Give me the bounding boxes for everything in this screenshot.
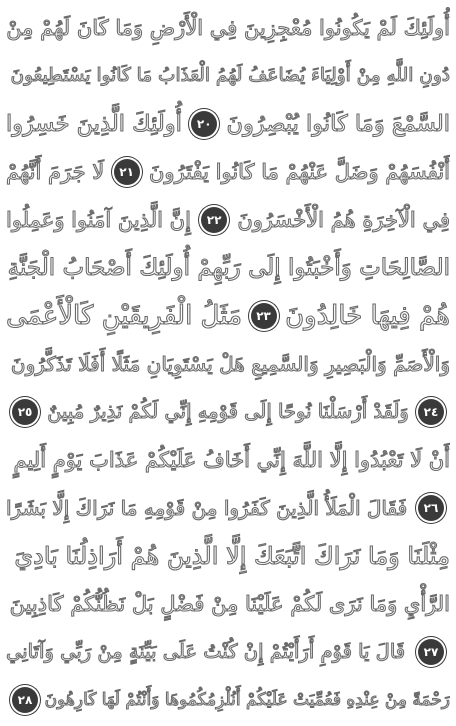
text-line bbox=[6, 388, 450, 436]
text-line bbox=[6, 52, 450, 100]
ayah-number-marker: ٢٠ bbox=[191, 111, 217, 137]
text-line bbox=[6, 4, 450, 52]
text-line bbox=[6, 484, 450, 532]
verse-text: أُولَئِكَ لَمْ يَكُونُوا مُعْجِزِينَ فِي الْأَرْضِ وَمَا كَانَ لَهُمْ مِنْ bbox=[6, 16, 450, 40]
verse-text: لَا جَرَمَ أَنَّهُمْ bbox=[6, 160, 105, 184]
verse-text: مَثَلُ الْفَرِيقَيْنِ كَالْأَعْمَى bbox=[6, 301, 243, 331]
verse-text: دُونِ اللَّهِ مِنْ أَوْلِيَاءَ يُضَاعَفُ لَهُمُ الْعَذَابُ مَا كَانُوا يَسْتَطِيعُونَ bbox=[10, 65, 450, 86]
verse-text: الصَّالِحَاتِ وَأَخْبَتُوا إِلَى رَبِّهِمْ أُولَئِكَ أَصْحَابُ الْجَنَّةِ bbox=[7, 255, 450, 281]
verse-text: فِي الْآخِرَةِ هُمُ الْأَخْسَرُونَ bbox=[237, 208, 450, 232]
verse-text: وَلَقَدْ أَرْسَلْنَا نُوحًا إِلَى قَوْمِهِ إِنِّي لَكُمْ نَذِيرٌ مُبِينٌ bbox=[47, 400, 409, 423]
text-line bbox=[6, 676, 450, 724]
verse-text: أَنْ لَا تَعْبُدُوا إِلَّا اللَّهَ إِنِّي أَخَافُ عَلَيْكُمْ عَذَابَ يَوْمٍ أَلِيمٍ bbox=[13, 448, 450, 472]
ayah-number-marker: ٢٦ bbox=[418, 495, 444, 521]
verse-text: قَالَ يَا قَوْمِ أَرَأَيْتُمْ إِنْ كُنْتُ عَلَى بَيِّنَةٍ مِنْ رَبِّي وَآتَانِي bbox=[6, 640, 406, 663]
text-line bbox=[6, 100, 450, 148]
text-line bbox=[6, 436, 450, 484]
verse-text: فَقَالَ الْمَلَأُ الَّذِينَ كَفَرُوا مِنْ قَوْمِهِ مَا نَرَاكَ إِلَّا بَشَرًا bbox=[6, 496, 408, 520]
text-line bbox=[6, 628, 450, 676]
verse-text: إِنَّ الَّذِينَ آمَنُوا وَعَمِلُوا bbox=[6, 208, 191, 232]
ayah-number-marker: ٢٧ bbox=[418, 639, 444, 665]
verse-text: وَالْأَصَمِّ وَالْبَصِيرِ وَالسَّمِيعِ هَلْ يَسْتَوِيَانِ مَثَلًا أَفَلَا تَذَكَّرُونَ bbox=[10, 352, 450, 376]
verse-text: هُمْ فِيهَا خَالِدُونَ bbox=[285, 301, 450, 331]
verse-text: السَّمْعَ وَمَا كَانُوا يُبْصِرُونَ bbox=[226, 111, 450, 137]
verse-text: أَنْفُسَهُمْ وَضَلَّ عَنْهُمْ مَا كَانُوا يَفْتَرُونَ bbox=[149, 160, 450, 184]
ayah-number-marker: ٢٢ bbox=[201, 207, 227, 233]
text-line bbox=[6, 196, 450, 244]
ayah-number-marker: ٢٥ bbox=[12, 399, 38, 425]
verse-text: أُولَئِكَ الَّذِينَ خَسِرُوا bbox=[6, 111, 182, 137]
verse-text: رَحْمَةً مِنْ عِنْدِهِ فَعُمِّيَتْ عَلَيْكُمْ أَنُلْزِمُكُمُوهَا وَأَنْتُمْ لَهَا كَارِهُونَ bbox=[44, 690, 450, 710]
text-line bbox=[6, 340, 450, 388]
text-line bbox=[6, 580, 450, 628]
text-line bbox=[6, 532, 450, 580]
text-line bbox=[6, 148, 450, 196]
ayah-number-marker: ٢٨ bbox=[12, 687, 38, 713]
ayah-number-marker: ٢٤ bbox=[418, 399, 444, 425]
text-line bbox=[6, 244, 450, 292]
ayah-number-marker: ٢١ bbox=[114, 159, 140, 185]
verse-text: مِثْلَنَا وَمَا نَرَاكَ اتَّبَعَكَ إِلَّا الَّذِينَ هُمْ أَرَاذِلُنَا بَادِيَ bbox=[14, 542, 450, 570]
verse-text: الرَّأْيِ وَمَا نَرَى لَكُمْ عَلَيْنَا مِنْ فَضْلٍ بَلْ نَظُنُّكُمْ كَاذِبِينَ bbox=[9, 592, 450, 616]
text-line bbox=[6, 292, 450, 340]
ayah-number-marker: ٢٣ bbox=[251, 303, 277, 329]
